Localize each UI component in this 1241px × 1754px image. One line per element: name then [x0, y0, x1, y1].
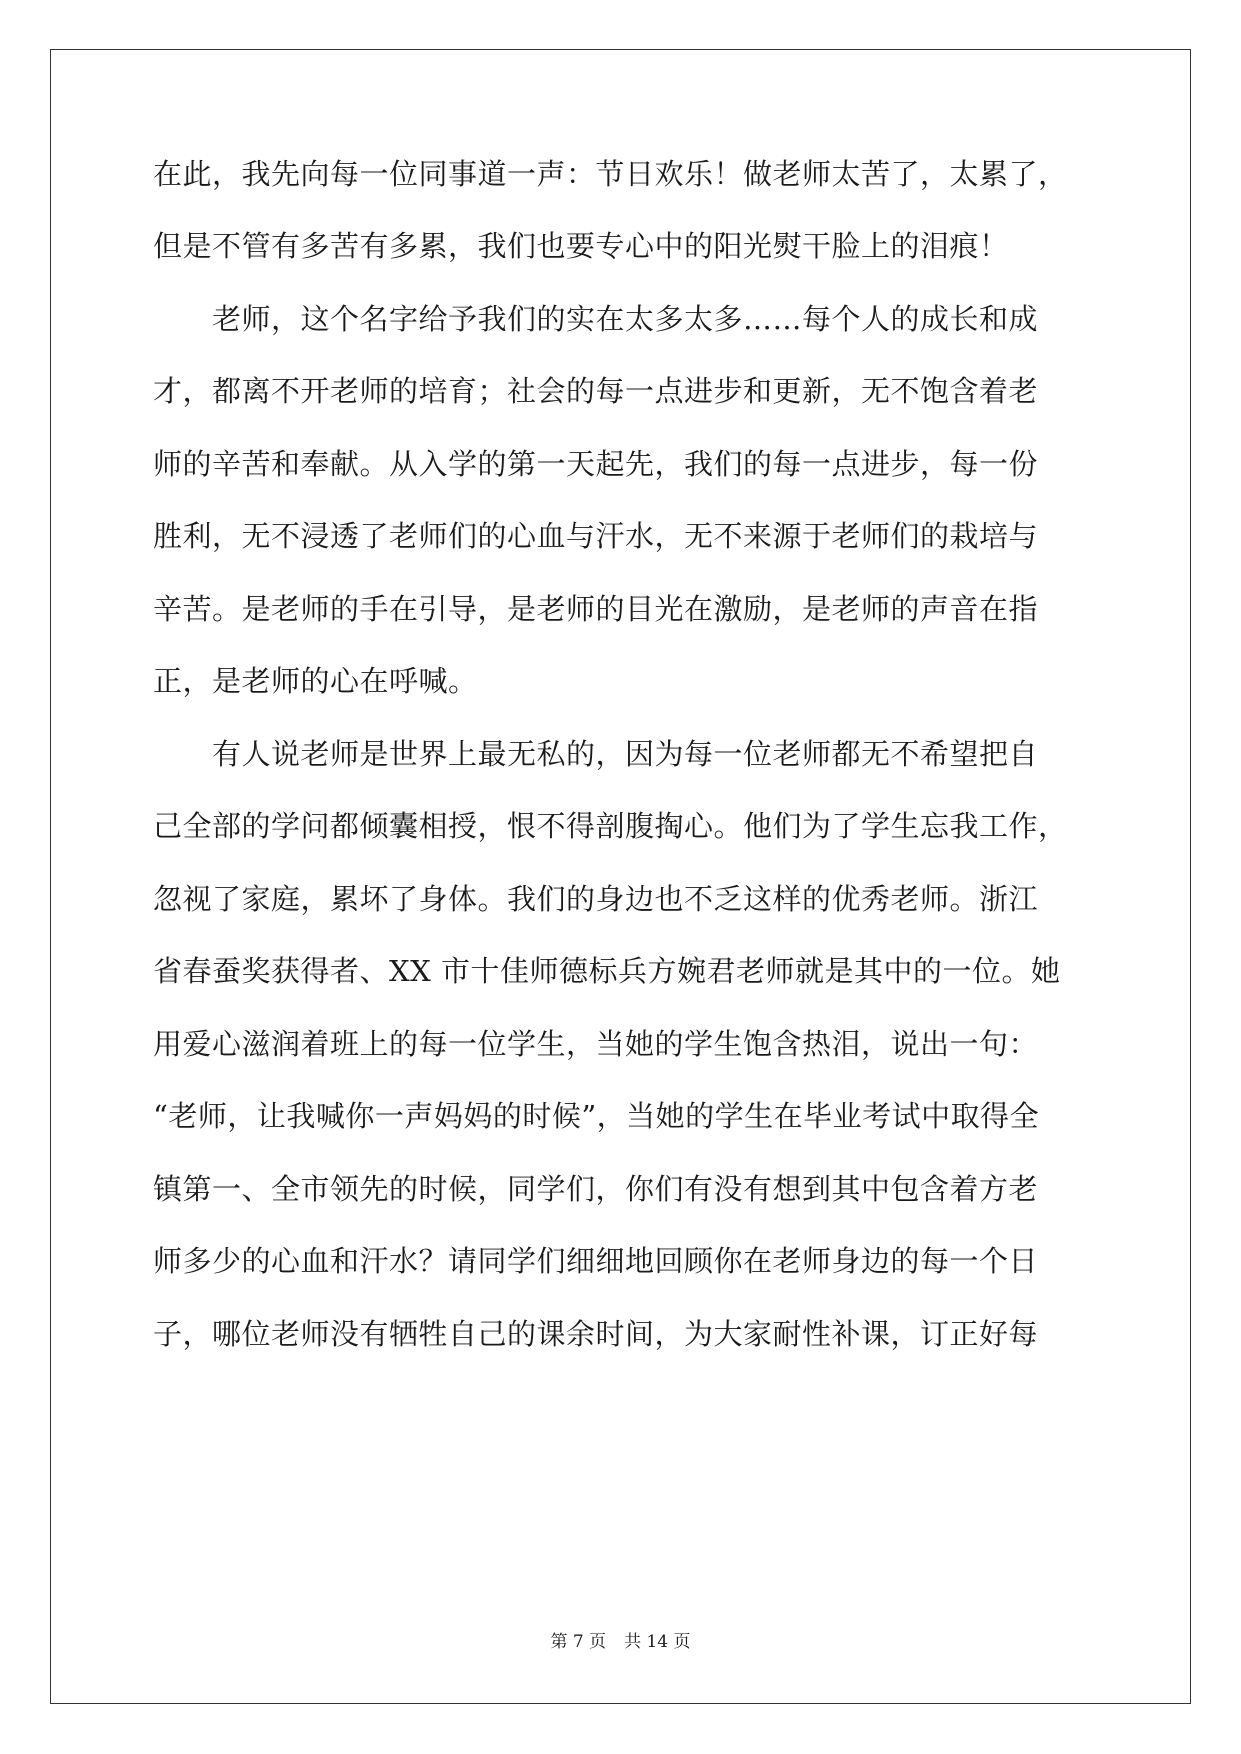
page-total: 共 14 页: [624, 1632, 691, 1652]
body-text-line: 用爱心滋润着班上的每一位学生，当她的学生饱含热泪，说出一句：: [153, 1027, 1039, 1061]
body-text-line: 辛苦。是老师的手在引导，是老师的目光在激励，是老师的声音在指: [153, 592, 1039, 626]
body-text-line: 师多少的心血和汗水？请同学们细细地回顾你在老师身边的每一个日: [153, 1244, 1039, 1278]
body-text-line: “老师，让我喊你一声妈妈的时候”，当她的学生在毕业考试中取得全: [153, 1099, 1040, 1133]
page-border: [50, 49, 1191, 1704]
body-text-line: 忽视了家庭，累坏了身体。我们的身边也不乏这样的优秀老师。浙江: [153, 882, 1039, 916]
body-text-line: 才，都离不开老师的培育；社会的每一点进步和更新，无不饱含着老: [153, 374, 1039, 408]
paragraph-first-line: 有人说老师是世界上最无私的，因为每一位老师都无不希望把自: [212, 737, 1039, 771]
body-text-line: 镇第一、全市领先的时候，同学们，你们有没有想到其中包含着方老: [153, 1172, 1039, 1206]
body-text-line: 子，哪位老师没有牺牲自己的课余时间，为大家耐性补课，订正好每: [153, 1317, 1039, 1351]
paragraph-first-line: 老师，这个名字给予我们的实在太多太多……每个人的成长和成: [212, 302, 1039, 336]
body-text-line: 师的辛苦和奉献。从入学的第一天起先，我们的每一点进步，每一份: [153, 447, 1039, 481]
page-footer: [0, 1631, 1241, 1653]
body-text-line: 但是不管有多苦有多累，我们也要专心中的阳光熨干脸上的泪痕！: [153, 229, 1009, 263]
page-number: 第 7 页: [550, 1632, 607, 1652]
body-text-line: 省春蚕奖获得者、XX 市十佳师德标兵方婉君老师就是其中的一位。她: [153, 954, 1061, 988]
body-text-line: 胜利，无不浸透了老师们的心血与汗水，无不来源于老师们的栽培与: [153, 519, 1039, 553]
body-text-line: 正，是老师的心在呼喊。: [153, 664, 478, 698]
body-text-line: 在此，我先向每一位同事道一声：节日欢乐！做老师太苦了，太累了，: [153, 157, 1068, 191]
body-text-line: 己全部的学问都倾囊相授，恨不得剖腹掏心。他们为了学生忘我工作，: [153, 809, 1068, 843]
